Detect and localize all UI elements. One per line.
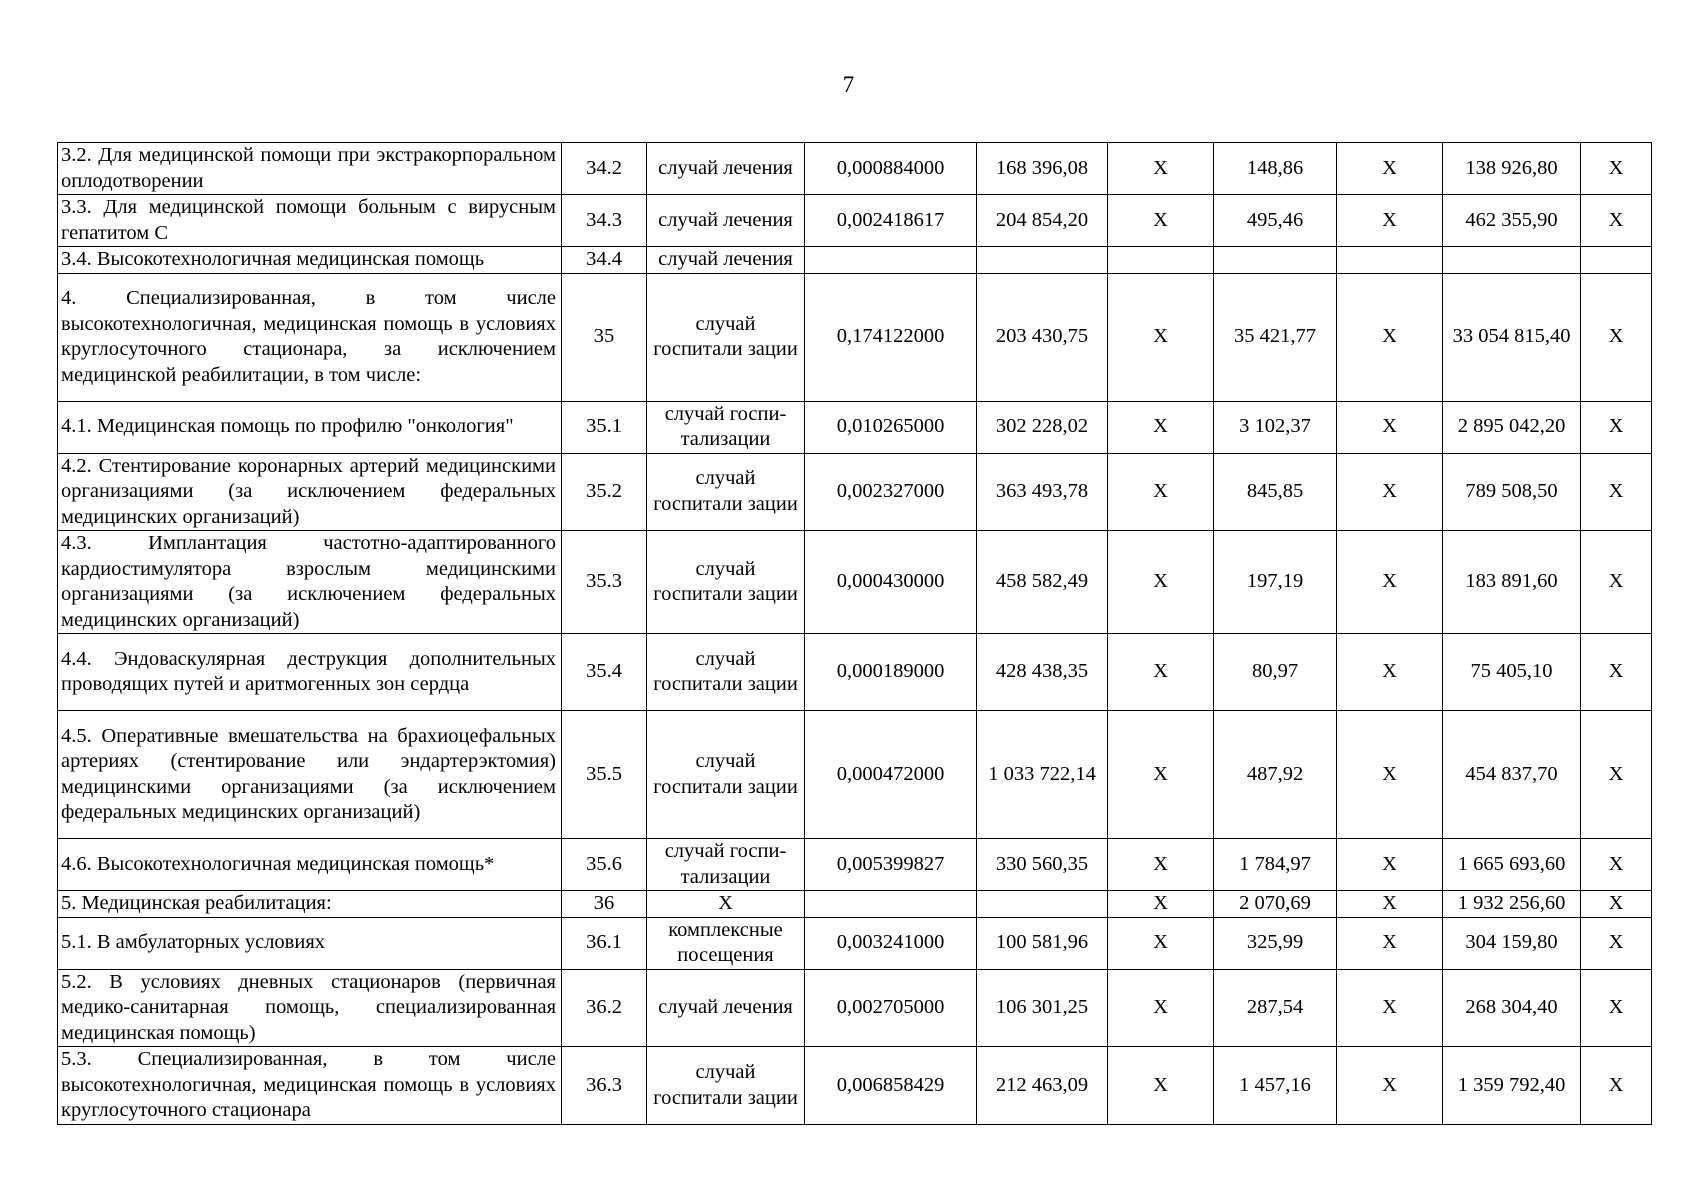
x-mark-cell: Х	[1108, 195, 1214, 247]
table-row	[58, 891, 1652, 918]
unit-cell: случай лечения	[647, 247, 805, 274]
unit-cell: случай госпитали зации	[647, 531, 805, 634]
table-row	[58, 143, 1652, 195]
x-mark-cell: Х	[1337, 891, 1443, 918]
table-row	[58, 195, 1652, 247]
volume-norm-cell	[805, 891, 977, 918]
per-capita-cell: 35 421,77	[1214, 273, 1337, 401]
x-mark-cell: Х	[1108, 839, 1214, 891]
x-mark-cell: Х	[1108, 1047, 1214, 1125]
per-capita-cell: 80,97	[1214, 634, 1337, 711]
row-code-cell: 35.3	[562, 531, 647, 634]
x-mark-cell: Х	[1108, 711, 1214, 839]
unit-cost-cell: 168 396,08	[977, 143, 1108, 195]
table-row	[58, 969, 1652, 1047]
row-code-cell: 36.1	[562, 917, 647, 969]
service-name-cell: 5.3. Специализированная, в том числе высокотехнологичная, медицинская помощь в условиях круглосуточного стационара	[58, 1047, 562, 1125]
unit-cell: случай госпи-тализации	[647, 401, 805, 453]
service-name-cell: 3.3. Для медицинской помощи больным с вирусным гепатитом С	[58, 195, 562, 247]
volume-norm-cell: 0,000472000	[805, 711, 977, 839]
x-mark-cell: Х	[1581, 453, 1652, 531]
per-capita-cell: 487,92	[1214, 711, 1337, 839]
unit-cost-cell: 1 033 722,14	[977, 711, 1108, 839]
total-cost-cell: 2 895 042,20	[1443, 401, 1581, 453]
total-cost-cell: 1 932 256,60	[1443, 891, 1581, 918]
x-mark-cell: Х	[1108, 634, 1214, 711]
total-cost-cell: 138 926,80	[1443, 143, 1581, 195]
table-row	[58, 247, 1652, 274]
total-cost-cell: 1 359 792,40	[1443, 1047, 1581, 1125]
table-row	[58, 1047, 1652, 1125]
volume-norm-cell: 0,002705000	[805, 969, 977, 1047]
table-row	[58, 453, 1652, 531]
x-mark-cell: Х	[1337, 531, 1443, 634]
x-mark-cell: Х	[1581, 634, 1652, 711]
unit-cell: случай госпитали зации	[647, 273, 805, 401]
unit-cost-cell: 212 463,09	[977, 1047, 1108, 1125]
per-capita-cell: 2 070,69	[1214, 891, 1337, 918]
x-mark-cell: Х	[1581, 1047, 1652, 1125]
unit-cost-cell: 330 560,35	[977, 839, 1108, 891]
total-cost-cell: 789 508,50	[1443, 453, 1581, 531]
volume-norm-cell: 0,000430000	[805, 531, 977, 634]
x-mark-cell: Х	[1581, 891, 1652, 918]
x-mark-cell: Х	[1108, 453, 1214, 531]
table-row	[58, 839, 1652, 891]
x-mark-cell: Х	[1337, 273, 1443, 401]
volume-norm-cell: 0,000884000	[805, 143, 977, 195]
service-name-cell: 4.5. Оперативные вмешательства на брахиоцефальных артериях (стентирование или эндартерэктомия) медицинскими организациями (за исключением федеральных медицинских организаций)	[58, 711, 562, 839]
x-mark-cell: Х	[1337, 401, 1443, 453]
service-name-cell: 4.2. Стентирование коронарных артерий медицинскими организациями (за исключением федеральных медицинских организаций)	[58, 453, 562, 531]
unit-cost-cell: 458 582,49	[977, 531, 1108, 634]
total-cost-cell: 268 304,40	[1443, 969, 1581, 1047]
per-capita-cell: 148,86	[1214, 143, 1337, 195]
unit-cell: случай госпитали зации	[647, 634, 805, 711]
unit-cell: случай лечения	[647, 969, 805, 1047]
service-name-cell: 4. Специализированная, в том числе высокотехнологичная, медицинская помощь в условиях круглосуточного стационара, за исключением медицинской реабилитации, в том числе:	[58, 273, 562, 401]
x-mark-cell: Х	[1581, 143, 1652, 195]
row-code-cell: 35.5	[562, 711, 647, 839]
row-code-cell: 35.1	[562, 401, 647, 453]
x-mark-cell: Х	[1337, 711, 1443, 839]
table-row	[58, 634, 1652, 711]
unit-cost-cell	[977, 891, 1108, 918]
total-cost-cell: 183 891,60	[1443, 531, 1581, 634]
service-name-cell: 5. Медицинская реабилитация:	[58, 891, 562, 918]
x-mark-cell: Х	[1581, 711, 1652, 839]
x-mark-cell: Х	[1337, 839, 1443, 891]
row-code-cell: 34.2	[562, 143, 647, 195]
unit-cost-cell: 204 854,20	[977, 195, 1108, 247]
volume-norm-cell: 0,174122000	[805, 273, 977, 401]
total-cost-cell: 1 665 693,60	[1443, 839, 1581, 891]
funding-norms-table	[57, 142, 1652, 1125]
x-mark-cell: Х	[1337, 453, 1443, 531]
service-name-cell: 3.2. Для медицинской помощи при экстракорпоральном оплодотворении	[58, 143, 562, 195]
row-code-cell: 35.4	[562, 634, 647, 711]
x-mark-cell: Х	[1108, 891, 1214, 918]
table-row	[58, 711, 1652, 839]
table-row	[58, 917, 1652, 969]
total-cost-cell: 75 405,10	[1443, 634, 1581, 711]
x-mark-cell: Х	[1581, 839, 1652, 891]
x-mark-cell: Х	[1581, 531, 1652, 634]
x-mark-cell: Х	[1337, 634, 1443, 711]
x-mark-cell: Х	[1581, 273, 1652, 401]
volume-norm-cell: 0,006858429	[805, 1047, 977, 1125]
unit-cell: случай лечения	[647, 195, 805, 247]
per-capita-cell: 1 784,97	[1214, 839, 1337, 891]
x-mark-cell: Х	[1337, 969, 1443, 1047]
table-row	[58, 401, 1652, 453]
x-mark-cell: Х	[1108, 917, 1214, 969]
unit-cell: случай госпитали зации	[647, 1047, 805, 1125]
x-mark-cell: Х	[1581, 401, 1652, 453]
unit-cell: случай госпитали зации	[647, 453, 805, 531]
volume-norm-cell: 0,002327000	[805, 453, 977, 531]
row-code-cell: 36.2	[562, 969, 647, 1047]
x-mark-cell: Х	[1581, 969, 1652, 1047]
volume-norm-cell: 0,000189000	[805, 634, 977, 711]
volume-norm-cell: 0,002418617	[805, 195, 977, 247]
unit-cell: комплексные посещения	[647, 917, 805, 969]
row-code-cell: 35.6	[562, 839, 647, 891]
row-code-cell: 35	[562, 273, 647, 401]
unit-cost-cell: 428 438,35	[977, 634, 1108, 711]
service-name-cell: 4.4. Эндоваскулярная деструкция дополнительных проводящих путей и аритмогенных зон сердца	[58, 634, 562, 711]
row-code-cell: 36.3	[562, 1047, 647, 1125]
unit-cost-cell: 363 493,78	[977, 453, 1108, 531]
x-mark-cell	[1581, 247, 1652, 274]
service-name-cell: 4.6. Высокотехнологичная медицинская помощь*	[58, 839, 562, 891]
x-mark-cell: Х	[1581, 195, 1652, 247]
unit-cell: случай лечения	[647, 143, 805, 195]
unit-cell: случай госпи-тализации	[647, 839, 805, 891]
service-name-cell: 4.3. Имплантация частотно-адаптированного кардиостимулятора взрослым медицинскими организациями (за исключением федеральных медицинских организаций)	[58, 531, 562, 634]
unit-cell: случай госпитали зации	[647, 711, 805, 839]
volume-norm-cell: 0,005399827	[805, 839, 977, 891]
unit-cost-cell	[977, 247, 1108, 274]
page-number: 7	[842, 72, 855, 97]
per-capita-cell: 495,46	[1214, 195, 1337, 247]
row-code-cell: 36	[562, 891, 647, 918]
volume-norm-cell: 0,010265000	[805, 401, 977, 453]
per-capita-cell: 1 457,16	[1214, 1047, 1337, 1125]
x-mark-cell: Х	[1337, 143, 1443, 195]
row-code-cell: 34.3	[562, 195, 647, 247]
volume-norm-cell: 0,003241000	[805, 917, 977, 969]
per-capita-cell: 3 102,37	[1214, 401, 1337, 453]
x-mark-cell: Х	[1337, 195, 1443, 247]
volume-norm-cell	[805, 247, 977, 274]
x-mark-cell: Х	[1337, 1047, 1443, 1125]
x-mark-cell: Х	[1108, 401, 1214, 453]
service-name-cell: 3.4. Высокотехнологичная медицинская помощь	[58, 247, 562, 274]
x-mark-cell: Х	[1337, 917, 1443, 969]
table-row	[58, 273, 1652, 401]
per-capita-cell: 287,54	[1214, 969, 1337, 1047]
x-mark-cell	[1108, 247, 1214, 274]
unit-cost-cell: 106 301,25	[977, 969, 1108, 1047]
per-capita-cell	[1214, 247, 1337, 274]
per-capita-cell: 325,99	[1214, 917, 1337, 969]
x-mark-cell: Х	[1108, 273, 1214, 401]
total-cost-cell	[1443, 247, 1581, 274]
unit-cost-cell: 302 228,02	[977, 401, 1108, 453]
unit-cell: Х	[647, 891, 805, 918]
total-cost-cell: 304 159,80	[1443, 917, 1581, 969]
row-code-cell: 35.2	[562, 453, 647, 531]
x-mark-cell: Х	[1108, 143, 1214, 195]
x-mark-cell: Х	[1108, 531, 1214, 634]
service-name-cell: 5.1. В амбулаторных условиях	[58, 917, 562, 969]
x-mark-cell: Х	[1581, 917, 1652, 969]
total-cost-cell: 462 355,90	[1443, 195, 1581, 247]
x-mark-cell: Х	[1108, 969, 1214, 1047]
total-cost-cell: 454 837,70	[1443, 711, 1581, 839]
unit-cost-cell: 203 430,75	[977, 273, 1108, 401]
service-name-cell: 4.1. Медицинская помощь по профилю "онкология"	[58, 401, 562, 453]
x-mark-cell	[1337, 247, 1443, 274]
unit-cost-cell: 100 581,96	[977, 917, 1108, 969]
row-code-cell: 34.4	[562, 247, 647, 274]
service-name-cell: 5.2. В условиях дневных стационаров (первичная медико-санитарная помощь, специализированная медицинская помощь)	[58, 969, 562, 1047]
total-cost-cell: 33 054 815,40	[1443, 273, 1581, 401]
per-capita-cell: 197,19	[1214, 531, 1337, 634]
per-capita-cell: 845,85	[1214, 453, 1337, 531]
table-row	[58, 531, 1652, 634]
